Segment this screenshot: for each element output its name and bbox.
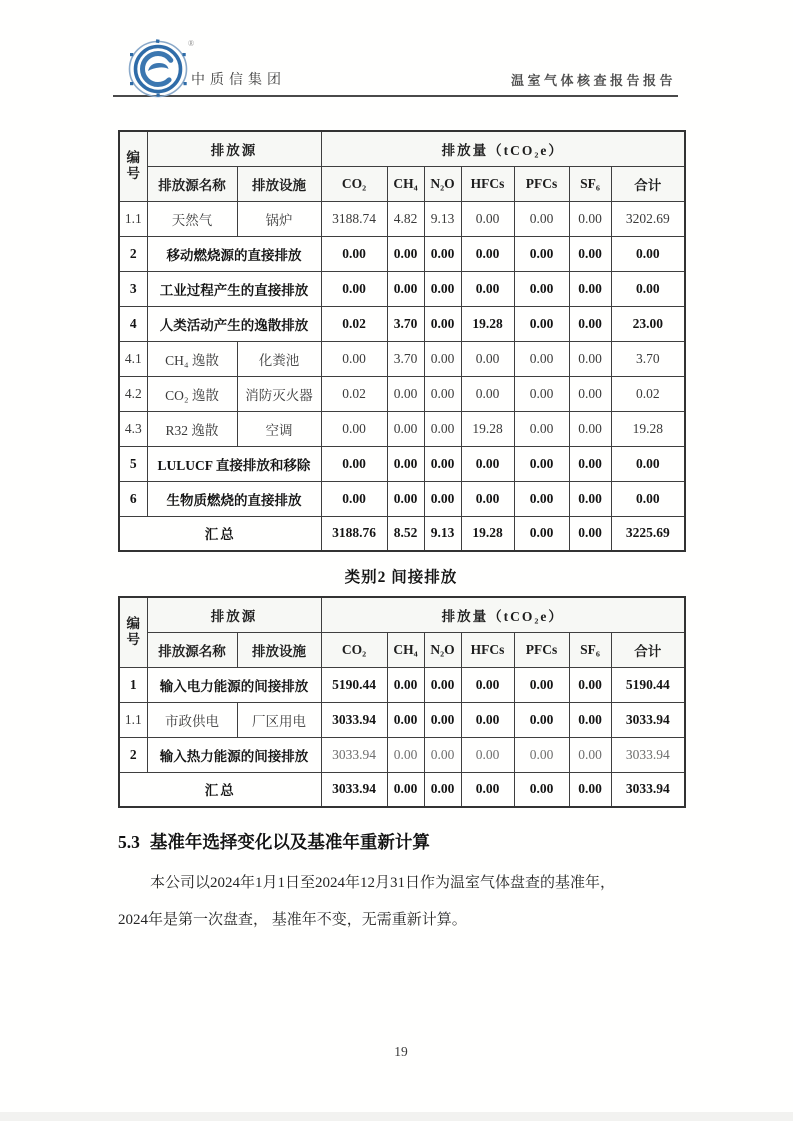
col-header-source-name: 排放源名称: [147, 166, 237, 201]
paragraph-line: 本公司以2024年1月1日至2024年12月31日作为温室气体盘查的基准年，: [150, 875, 616, 891]
col-header-amount-group: 排放量（tCO₂e）: [321, 597, 685, 632]
section-heading-text: 基准年选择变化以及基准年重新计算: [149, 832, 430, 852]
scan-edge-artifact: [0, 1112, 793, 1121]
table-row: 1.1 天然气 锅炉 3188.74 4.82 9.13 0.00 0.00 0.00 3202.69: [119, 201, 685, 236]
section-paragraph: [118, 865, 684, 939]
company-logo-icon: [126, 37, 196, 99]
document-title: 温室气体核查报告报告: [510, 73, 676, 88]
table-row: 1.1 市政供电 厂区用电 3033.94 0.00 0.00 0.00 0.00 0.00 3033.94: [119, 702, 685, 737]
category2-emissions-table: [118, 596, 686, 808]
table-row: 2 输入热力能源的间接排放 3033.94 0.00 0.00 0.00 0.00 0.00 3033.94: [119, 737, 685, 772]
col-header-n2o: N₂O: [424, 632, 461, 667]
col-header-total: 合计: [611, 632, 685, 667]
table-row: 4.2 CO₂ 逸散 消防灭火器 0.02 0.00 0.00 0.00 0.00 0.00 0.02: [119, 376, 685, 411]
page-content: [118, 130, 684, 939]
col-header-co2: CO₂: [321, 166, 387, 201]
col-header-no: 编号: [119, 597, 147, 667]
col-header-ch4: CH₄: [387, 632, 424, 667]
col-header-source-group: 排放源: [147, 131, 321, 166]
col-header-sf6: SF₆: [569, 166, 611, 201]
col-header-total: 合计: [611, 166, 685, 201]
col-header-co2: CO₂: [321, 632, 387, 667]
table-total-row: 汇总 3033.94 0.00 0.00 0.00 0.00 0.00 3033.94: [119, 772, 685, 807]
col-header-hfcs: HFCs: [461, 632, 514, 667]
col-header-amount-group: 排放量（tCO₂e）: [321, 131, 685, 166]
table-header-row: [119, 166, 685, 201]
col-header-n2o: N₂O: [424, 166, 461, 201]
col-header-source-name: 排放源名称: [147, 632, 237, 667]
table-total-row: 汇总 3188.76 8.52 9.13 19.28 0.00 0.00 3225.69: [119, 516, 685, 551]
company-name: 中质信集团: [191, 73, 286, 88]
registered-mark-icon: ®: [188, 39, 195, 48]
table-header-row: [119, 632, 685, 667]
table-row: 4 人类活动产生的逸散排放 0.02 3.70 0.00 19.28 0.00 0.00 23.00: [119, 306, 685, 341]
table-row: 5 LULUCF 直接排放和移除 0.00 0.00 0.00 0.00 0.00 0.00 0.00: [119, 446, 685, 481]
category2-table-title: 类别2 间接排放: [344, 569, 458, 586]
col-header-sf6: SF₆: [569, 632, 611, 667]
col-header-source-group: 排放源: [147, 597, 321, 632]
col-header-facility: 排放设施: [237, 166, 321, 201]
table-row: 2 移动燃烧源的直接排放 0.00 0.00 0.00 0.00 0.00 0.00 0.00: [119, 236, 685, 271]
table-row: 6 生物质燃烧的直接排放 0.00 0.00 0.00 0.00 0.00 0.00 0.00: [119, 481, 685, 516]
category1-emissions-table: [118, 130, 686, 552]
table-header-row: [119, 597, 685, 632]
table-header-row: [119, 131, 685, 166]
table-row: 3 工业过程产生的直接排放 0.00 0.00 0.00 0.00 0.00 0.00 0.00: [119, 271, 685, 306]
table-row: 4.3 R32 逸散 空调 0.00 0.00 0.00 19.28 0.00 0.00 19.28: [119, 411, 685, 446]
section-number: 5.3: [118, 832, 140, 852]
col-header-pfcs: PFCs: [514, 166, 569, 201]
col-header-ch4: CH₄: [387, 166, 424, 201]
col-header-pfcs: PFCs: [514, 632, 569, 667]
col-header-no: 编号: [119, 131, 147, 201]
table-row: 4.1 CH₄ 逸散 化粪池 0.00 3.70 0.00 0.00 0.00 0.00 3.70: [119, 341, 685, 376]
section-heading: [118, 829, 684, 854]
page-header: [113, 0, 678, 97]
page-number: 19: [394, 1044, 408, 1059]
col-header-hfcs: HFCs: [461, 166, 514, 201]
col-header-facility: 排放设施: [237, 632, 321, 667]
paragraph-line: 2024年是第一次盘查， 基准年不变，无需重新计算。: [118, 912, 467, 928]
table-row: 1 输入电力能源的间接排放 5190.44 0.00 0.00 0.00 0.00 0.00 5190.44: [119, 667, 685, 702]
